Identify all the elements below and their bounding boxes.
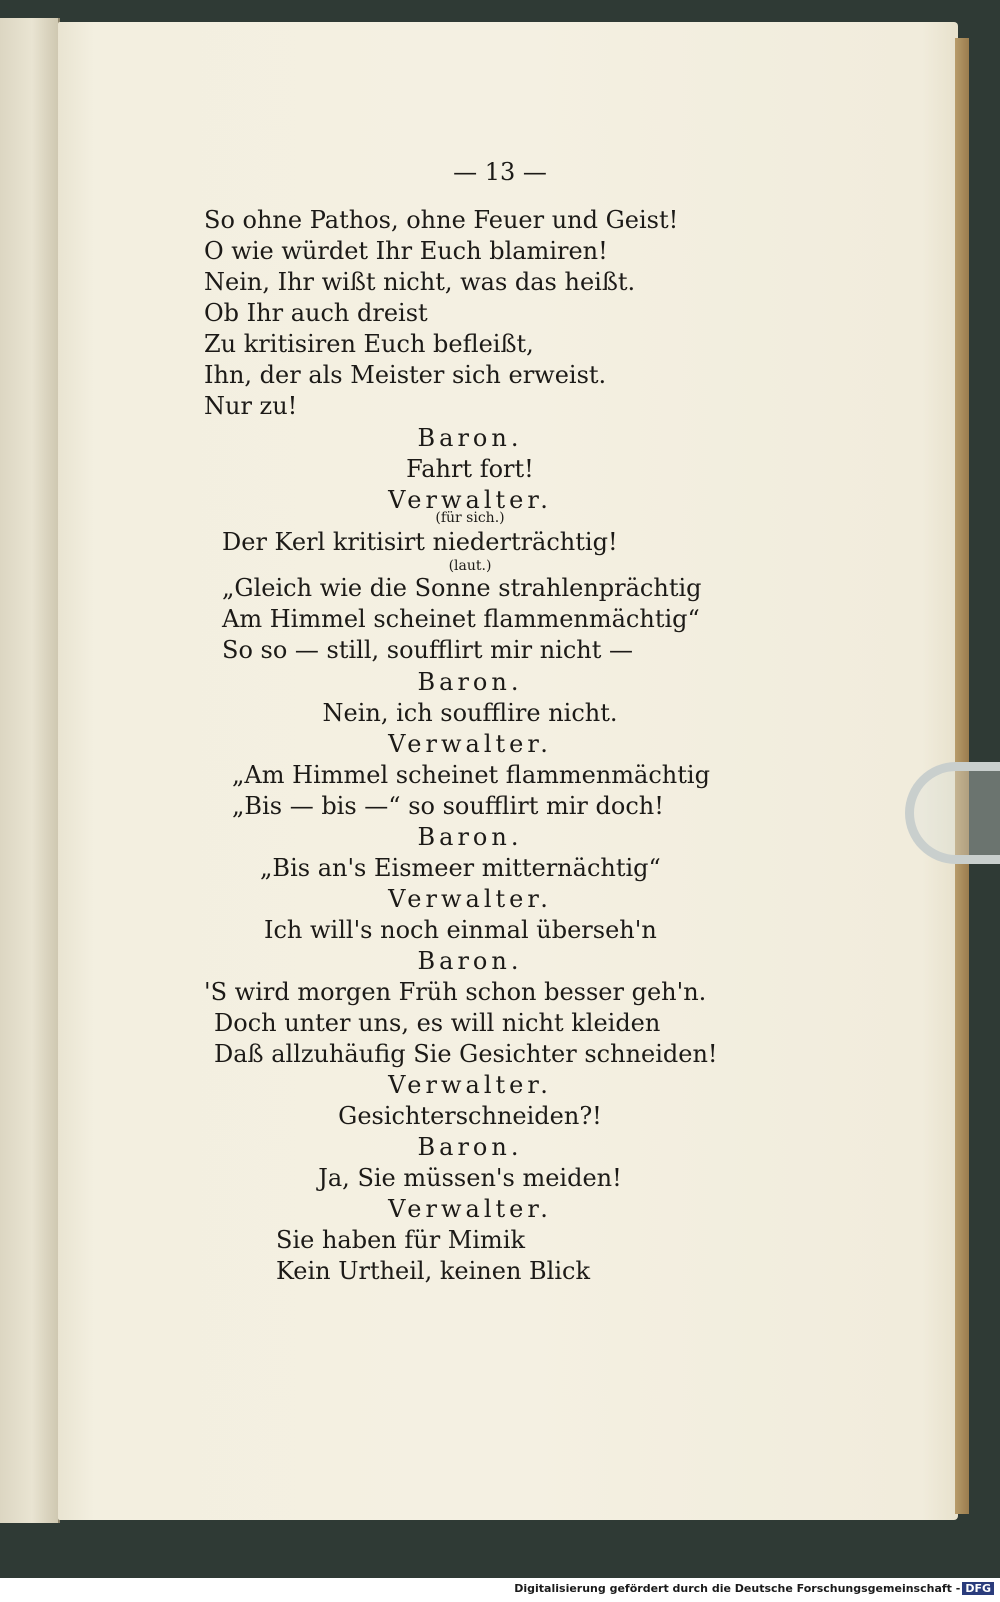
verse-line: „Am Himmel scheinet flammenmächtig — [232, 761, 710, 789]
verse-line: Am Himmel scheinet flammenmächtig“ — [222, 605, 700, 633]
verse-line: So ohne Pathos, ohne Feuer und Geist! — [204, 206, 679, 234]
verse-line: Sie haben für Mimik — [276, 1226, 526, 1254]
verse-line: Nein, ich soufflire nicht. — [322, 699, 618, 727]
speaker-name: Verwalter. — [388, 885, 552, 913]
speaker-name: Baron. — [417, 823, 523, 851]
verse-line: Doch unter uns, es will nicht kleiden — [214, 1009, 661, 1037]
verse-line: Nein, Ihr wißt nicht, was das heißt. — [204, 268, 636, 296]
verse-line: 'S wird morgen Früh schon besser geh'n. — [204, 978, 707, 1006]
verse-line: O wie würdet Ihr Euch blamiren! — [204, 237, 608, 265]
verse-line: So so — still, soufflirt mir nicht — — [222, 636, 633, 664]
verse-line: Daß allzuhäufig Sie Gesichter schneiden! — [214, 1040, 718, 1068]
verse-line: Ich will's noch einmal überseh'n — [264, 916, 657, 944]
verse-line: Ob Ihr auch dreist — [204, 299, 428, 327]
verse-line: Ihn, der als Meister sich erweist. — [204, 361, 607, 389]
credit-text: Digitalisierung gefördert durch die Deutsche Forschungsgemeinschaft - — [514, 1582, 961, 1595]
speaker-name: Verwalter. — [388, 486, 552, 514]
verse-line: „Gleich wie die Sonne strahlenprächtig — [222, 574, 702, 602]
speaker-name: Verwalter. — [388, 730, 552, 758]
stage-direction: (laut.) — [448, 558, 492, 574]
speaker-name: Verwalter. — [388, 1071, 552, 1099]
verse-line: „Bis an's Eismeer mitternächtig“ — [260, 854, 661, 882]
verse-line: Fahrt fort! — [406, 455, 534, 483]
digitization-credit — [514, 1582, 994, 1598]
speaker-name: Baron. — [417, 668, 523, 696]
verse-line: Ja, Sie müssen's meiden! — [318, 1164, 622, 1192]
page-number: — 13 — — [453, 158, 547, 186]
facing-page-edge — [0, 18, 60, 1523]
speaker-name: Baron. — [417, 424, 523, 452]
verse-line: Gesichterschneiden?! — [338, 1102, 602, 1130]
speaker-name: Verwalter. — [388, 1195, 552, 1223]
speaker-name: Baron. — [417, 1133, 523, 1161]
speaker-name: Baron. — [417, 947, 523, 975]
page-clip — [905, 762, 1000, 864]
verse-line: Kein Urtheil, keinen Blick — [276, 1257, 591, 1285]
verse-line: Nur zu! — [204, 392, 298, 420]
verse-line: Zu kritisiren Euch befleißt, — [204, 330, 534, 358]
stage-direction: (für sich.) — [435, 510, 505, 526]
dfg-logo: DFG — [962, 1582, 994, 1595]
verse-line: „Bis — bis —“ so soufflirt mir doch! — [232, 792, 664, 820]
verse-line: Der Kerl kritisirt niederträchtig! — [222, 528, 618, 556]
